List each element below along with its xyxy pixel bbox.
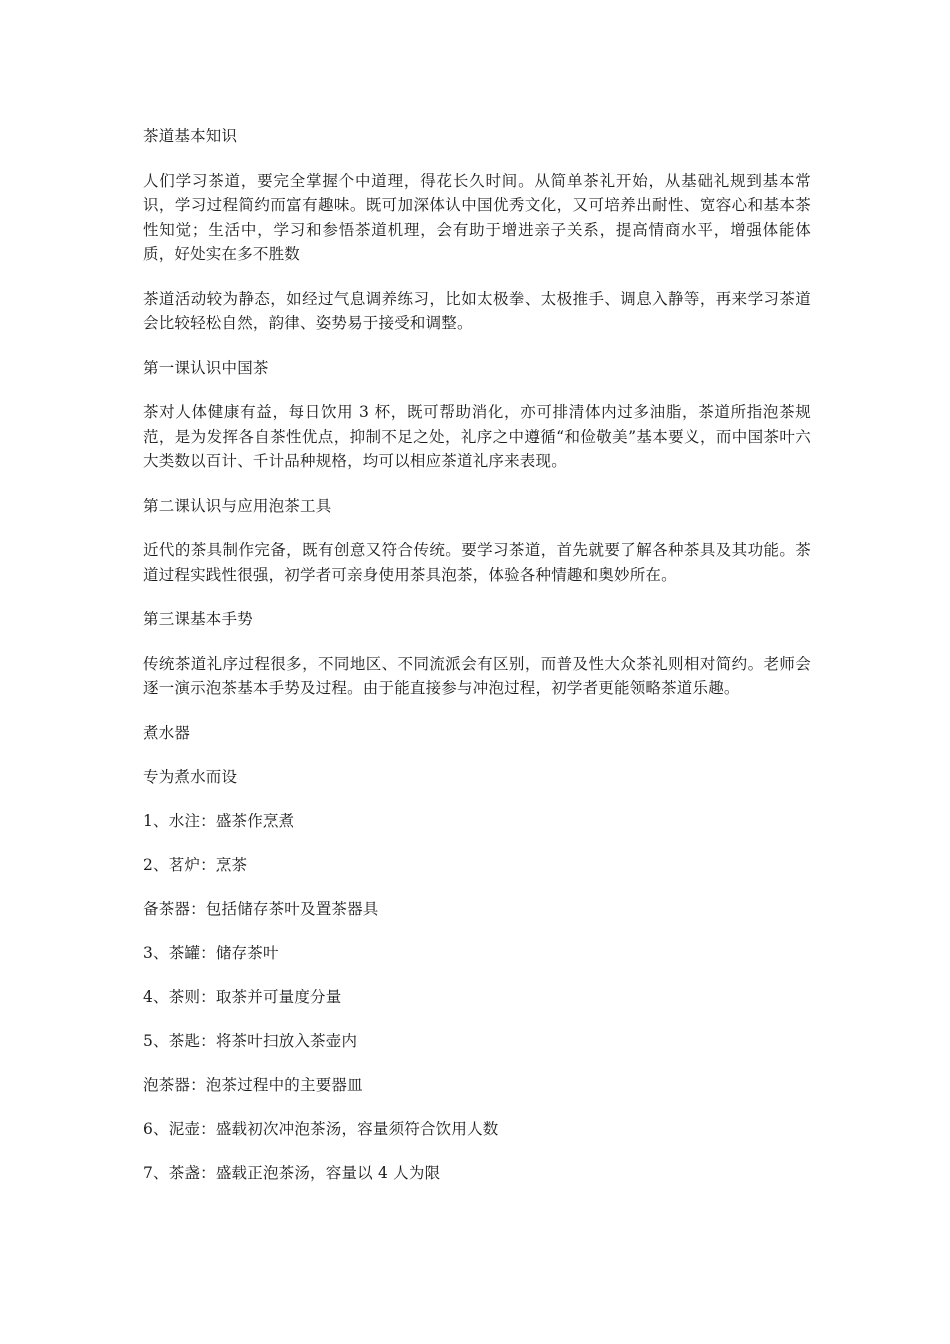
list-line: 专为煮水而设: [143, 767, 238, 786]
intro-paragraph-2: 茶道活动较为静态，如经过气息调养练习，比如太极拳、太极推手、调息入静等，再来学习茶道会比较轻松自然，韵律、姿势易于接受和调整。: [143, 289, 811, 332]
list-line: 4、茶则：取茶并可量度分量: [143, 987, 342, 1006]
list-line: 6、泥壶：盛载初次冲泡茶汤，容量须符合饮用人数: [143, 1119, 499, 1138]
document-body: [143, 124, 811, 1185]
list-line: 煮水器: [143, 723, 191, 742]
lesson-3-text: 传统茶道礼序过程很多，不同地区、不同流派会有区别，而普及性大众茶礼则相对简约。老师会逐一演示泡茶基本手势及过程。由于能直接参与冲泡过程，初学者更能领略茶道乐趣。: [143, 654, 811, 697]
list-line: 泡茶器：泡茶过程中的主要器皿: [143, 1075, 363, 1094]
lesson-2-text: 近代的茶具制作完备，既有创意又符合传统。要学习茶道，首先就要了解各种茶具及其功能。茶道过程实践性很强，初学者可亲身使用茶具泡茶，体验各种情趣和奥妙所在。: [143, 541, 811, 584]
list-line: 7、茶盏：盛载正泡茶汤，容量以 4 人为限: [143, 1163, 441, 1182]
list-line: 3、茶罐：储存茶叶: [143, 943, 279, 962]
list-line: 2、茗炉：烹茶: [143, 855, 248, 874]
list-line: 1、水注：盛茶作烹煮: [143, 811, 295, 830]
document-title: 茶道基本知识: [143, 127, 238, 145]
list-line: 5、茶匙：将茶叶扫放入茶壶内: [143, 1031, 358, 1050]
lesson-2-title: 第二课认识与应用泡茶工具: [143, 496, 332, 515]
intro-paragraph-1: 人们学习茶道，要完全掌握个中道理，得花长久时间。从简单茶礼开始，从基础礼规到基本常识，学习过程简约而富有趣味。既可加深体认中国优秀文化，又可培养出耐性、宽容心和基本茶性知觉；生活中，学习和参悟茶道机理，会有助于增进亲子关系，提高情商水平，增强体能体质，好处实在多不胜数: [143, 171, 811, 263]
list-line: 备茶器：包括储存茶叶及置茶器具: [143, 899, 379, 918]
lesson-1-text: 茶对人体健康有益，每日饮用 3 杯，既可帮助消化，亦可排清体内过多油脂，茶道所指泡茶规范，是为发挥各自茶性优点，抑制不足之处，礼序之中遵循“和俭敬美”基本要义，而中国茶叶六大类数以百计、千计品种规格，均可以相应茶道礼序来表现。: [143, 403, 811, 470]
lesson-3-title: 第三课基本手势: [143, 610, 253, 628]
lesson-1-title: 第一课认识中国茶: [143, 358, 269, 377]
